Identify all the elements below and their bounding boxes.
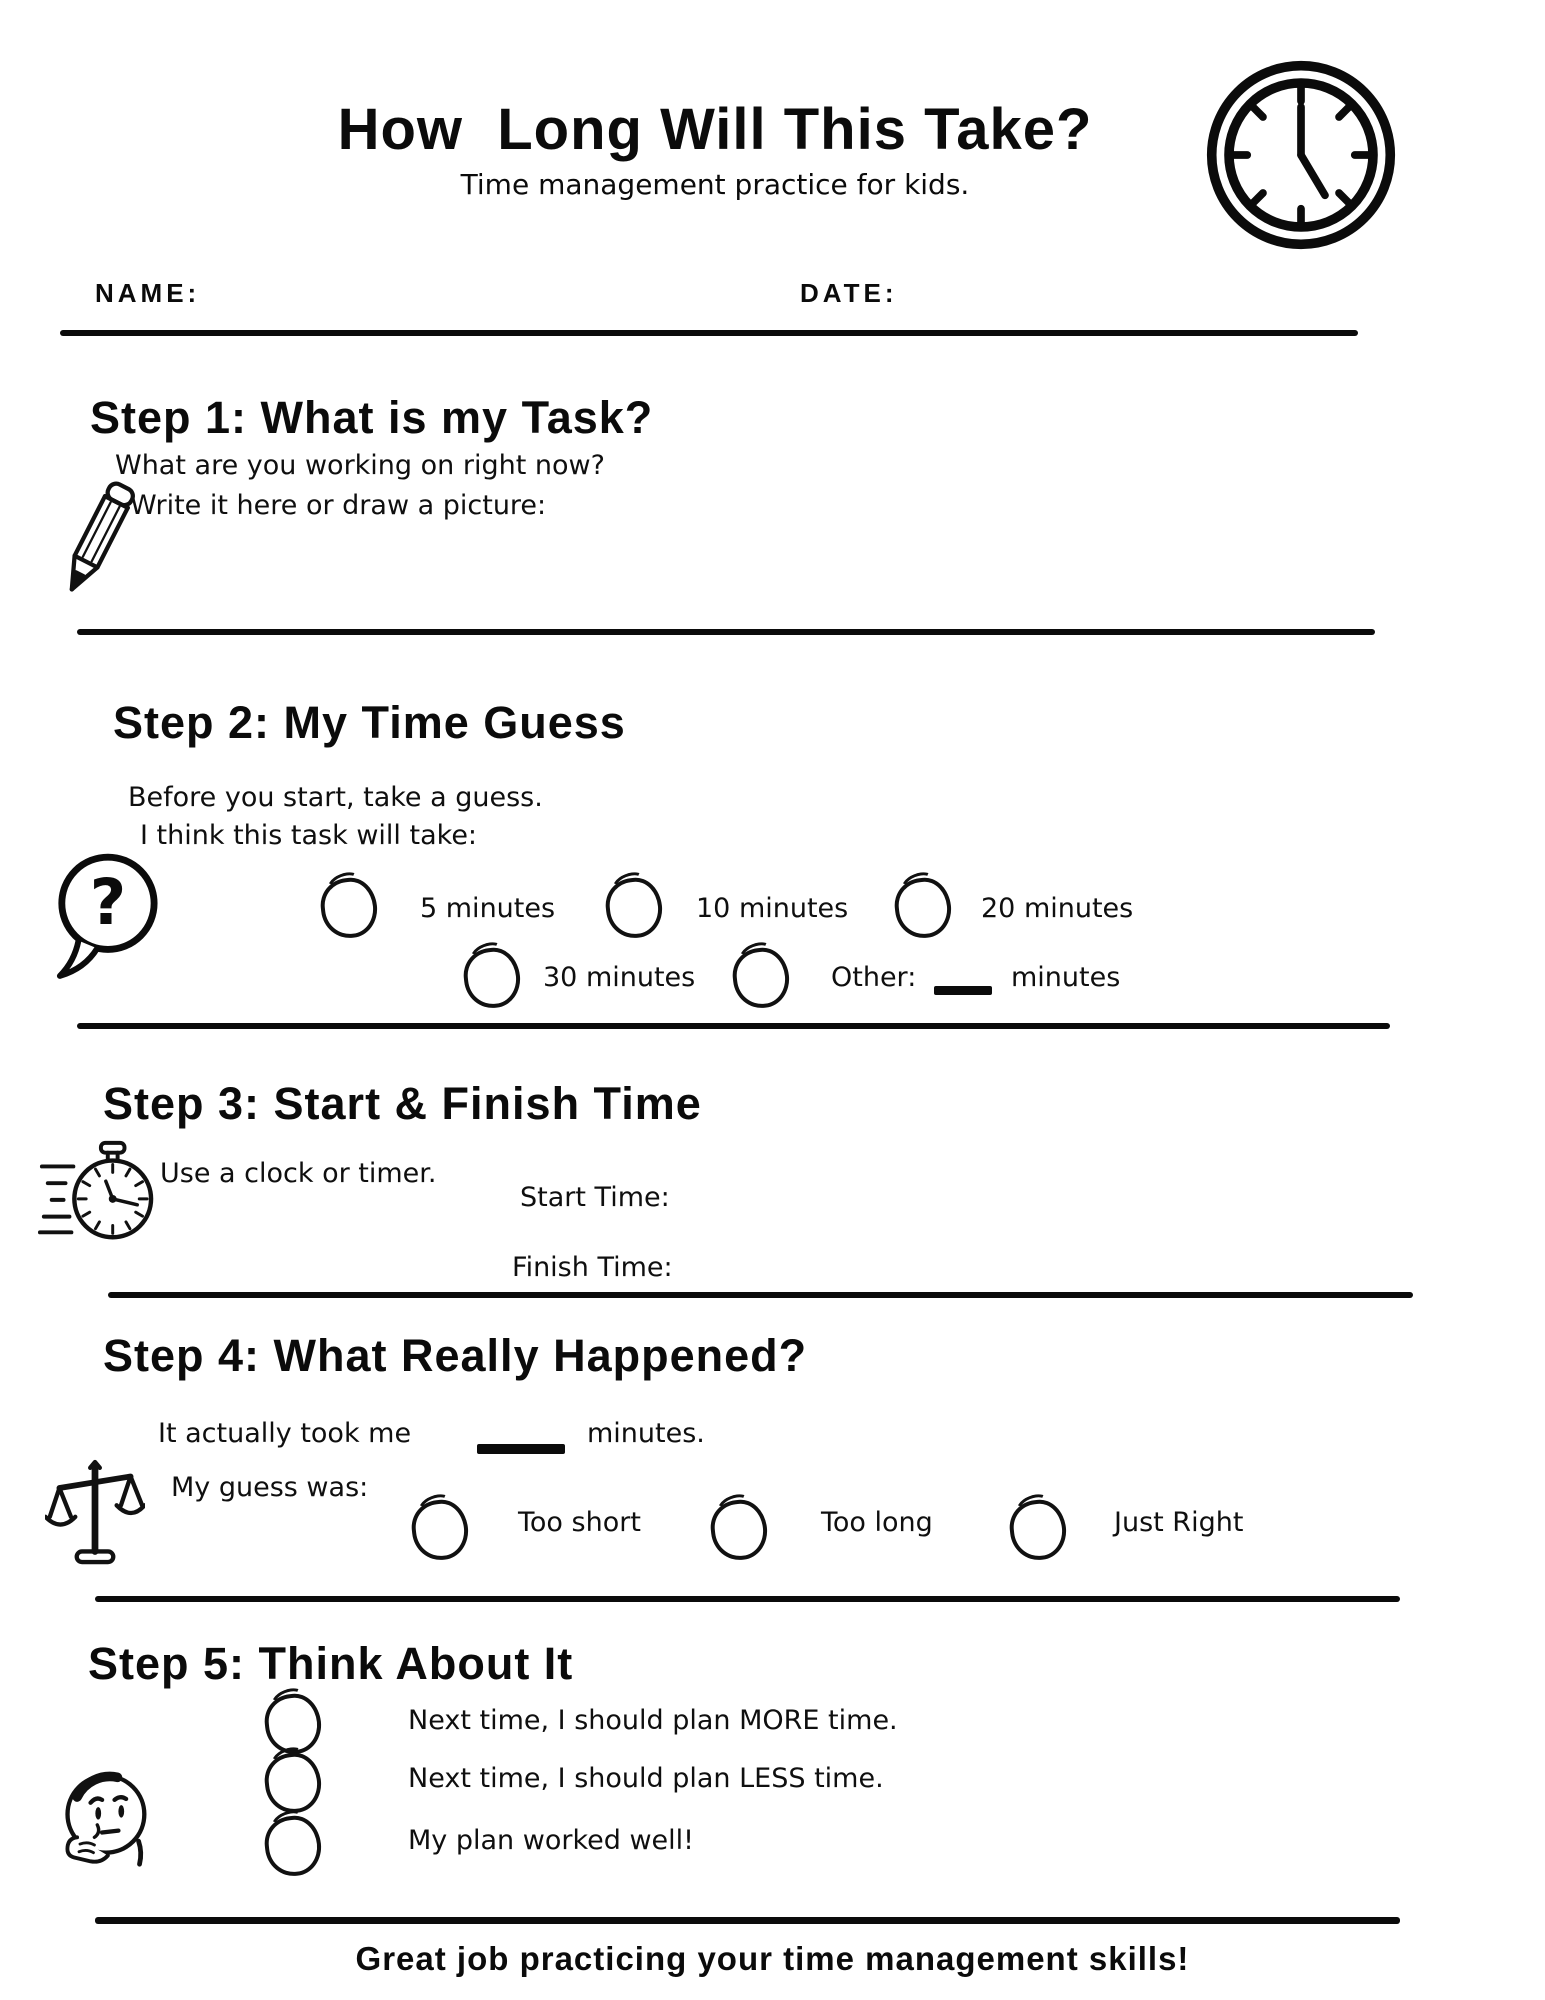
checkbox-10-minutes[interactable] xyxy=(603,875,665,941)
footer-message: Great job practicing your time management skills! xyxy=(355,1940,1190,1977)
option-20-minutes-label: 20 minutes xyxy=(981,893,1134,924)
clock-icon xyxy=(1205,57,1397,253)
checkbox-plan-worked[interactable] xyxy=(262,1813,324,1879)
step3-hint: Use a clock or timer. xyxy=(160,1158,437,1189)
page-title: How Long Will This Take? xyxy=(337,97,1093,162)
date-input-area[interactable] xyxy=(930,272,1350,316)
svg-text:?: ? xyxy=(89,865,127,939)
header-divider xyxy=(60,330,1358,336)
stopwatch-icon xyxy=(36,1140,154,1246)
finish-time-label: Finish Time: xyxy=(512,1252,673,1283)
step4-title: Step 4: What Really Happened? xyxy=(103,1330,808,1381)
finish-time-input-area[interactable] xyxy=(700,1246,1200,1290)
actual-minutes-blank[interactable] xyxy=(477,1444,565,1454)
option-plan-worked-label: My plan worked well! xyxy=(408,1825,694,1856)
question-bubble-icon xyxy=(52,843,160,993)
step4-divider xyxy=(95,1596,1400,1602)
step3-title: Step 3: Start & Finish Time xyxy=(103,1078,702,1129)
option-other-suffix: minutes xyxy=(1011,962,1121,993)
step5-title: Step 5: Think About It xyxy=(88,1638,574,1689)
checkbox-just-right[interactable] xyxy=(1007,1497,1069,1563)
task-write-area[interactable] xyxy=(115,540,1335,620)
option-plan-more-label: Next time, I should plan MORE time. xyxy=(408,1705,898,1736)
option-5-minutes-label: 5 minutes xyxy=(420,893,556,924)
checkbox-other[interactable] xyxy=(730,945,792,1011)
step1-prompt-line1: What are you working on right now? xyxy=(115,450,605,481)
option-just-right-label: Just Right xyxy=(1114,1507,1244,1538)
checkbox-too-short[interactable] xyxy=(409,1497,471,1563)
step2-prompt-line2: I think this task will take: xyxy=(140,820,478,851)
took-prefix: It actually took me xyxy=(158,1418,412,1449)
guess-was-label: My guess was: xyxy=(171,1472,369,1503)
step5-divider xyxy=(95,1917,1400,1924)
start-time-label: Start Time: xyxy=(520,1182,670,1213)
option-too-long-label: Too long xyxy=(821,1507,933,1538)
option-30-minutes-label: 30 minutes xyxy=(543,962,696,993)
step1-prompt-line2: Write it here or draw a picture: xyxy=(130,490,547,521)
step1-title: Step 1: What is my Task? xyxy=(90,392,654,443)
checkbox-30-minutes[interactable] xyxy=(461,945,523,1011)
option-too-short-label: Too short xyxy=(518,1507,641,1538)
step2-divider xyxy=(77,1023,1390,1029)
option-plan-less-label: Next time, I should plan LESS time. xyxy=(408,1763,884,1794)
thinking-face-icon xyxy=(56,1762,152,1880)
name-label: NAME: xyxy=(95,278,201,308)
date-label: DATE: xyxy=(800,278,898,308)
option-other-label: Other: xyxy=(831,962,917,993)
checkbox-too-long[interactable] xyxy=(708,1497,770,1563)
page-subtitle: Time management practice for kids. xyxy=(460,168,970,201)
balance-scale-icon xyxy=(45,1453,145,1573)
checkbox-5-minutes[interactable] xyxy=(318,875,380,941)
step3-divider xyxy=(108,1292,1413,1298)
checkbox-plan-less[interactable] xyxy=(262,1750,324,1816)
other-minutes-blank[interactable] xyxy=(934,986,992,995)
start-time-input-area[interactable] xyxy=(700,1176,1200,1220)
option-10-minutes-label: 10 minutes xyxy=(696,893,849,924)
step1-divider xyxy=(77,629,1375,635)
step2-title: Step 2: My Time Guess xyxy=(113,697,626,748)
took-suffix: minutes. xyxy=(587,1418,705,1449)
checkbox-20-minutes[interactable] xyxy=(892,875,954,941)
step2-prompt-line1: Before you start, take a guess. xyxy=(128,782,543,813)
name-input-area[interactable] xyxy=(250,272,730,316)
